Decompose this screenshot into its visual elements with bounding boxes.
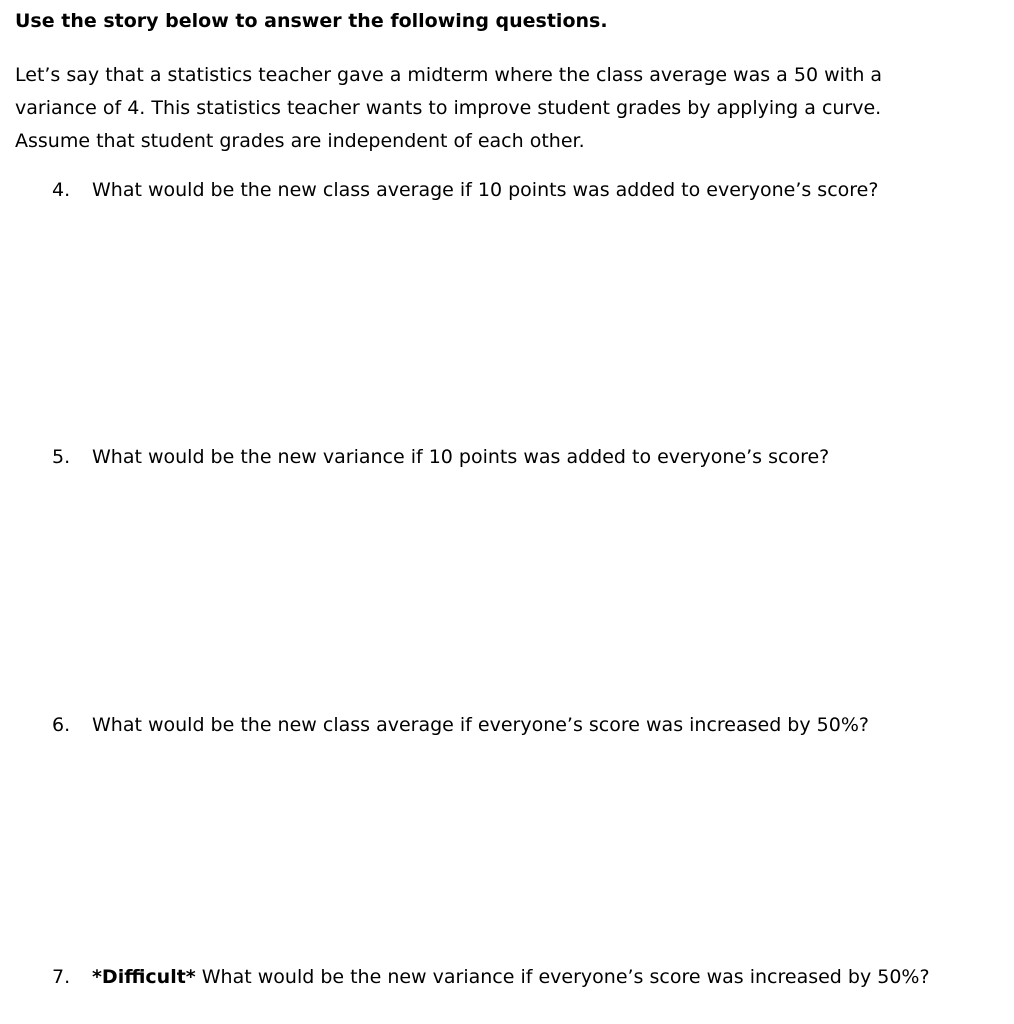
question-7 (52, 964, 930, 990)
story-line: Assume that student grades are independent of each other. (15, 130, 585, 152)
question-text: What would be the new variance if 10 points was added to everyone’s score? (92, 446, 830, 468)
story-paragraph (15, 59, 985, 158)
question-6 (52, 712, 869, 738)
story-line: Let’s say that a statistics teacher gave a midterm where the class average was a 50 with a (15, 64, 883, 86)
difficult-label: *Difficult* (92, 966, 196, 988)
question-text: What would be the new variance if everyone’s score was increased by 50%? (195, 966, 930, 988)
question-text: What would be the new class average if 10 points was added to everyone’s score? (92, 179, 879, 201)
question-number: 6. (52, 714, 71, 736)
question-number: 7. (52, 966, 71, 988)
question-text: What would be the new class average if everyone’s score was increased by 50%? (92, 714, 869, 736)
instructions-heading: Use the story below to answer the following questions. (15, 10, 608, 32)
question-5 (52, 444, 829, 470)
question-number: 4. (52, 179, 71, 201)
question-4 (52, 177, 878, 203)
story-line: variance of 4. This statistics teacher wants to improve student grades by applying a curve. (15, 97, 882, 119)
question-number: 5. (52, 446, 71, 468)
